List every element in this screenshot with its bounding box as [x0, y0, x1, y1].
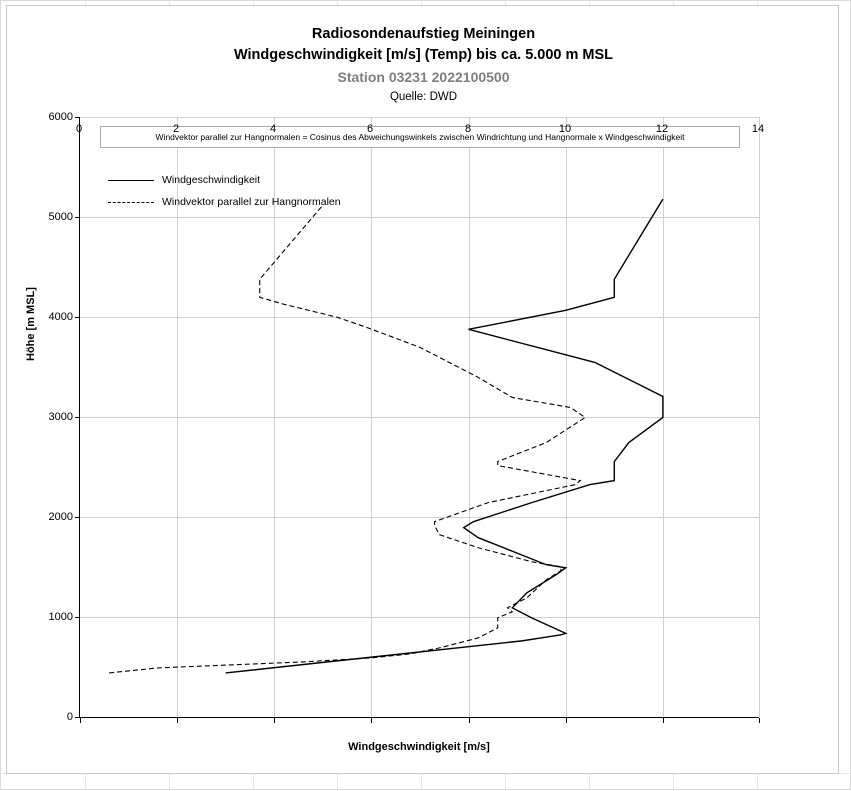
tick-x-10 — [566, 718, 567, 723]
legend-line-solid-icon — [108, 175, 154, 185]
legend-label-windgeschwindigkeit: Windgeschwindigkeit — [162, 174, 261, 186]
chart-title-line-1: Radiosondenaufstieg Meiningen — [311, 26, 536, 42]
chart-container — [6, 5, 839, 774]
annotation-text: Windvektor parallel zur Hangnormalen = Cosinus des Abweichungswinkels zwischen Windrichtung und Hangnormale x Windgeschwindigkeit — [155, 132, 685, 142]
plot-area — [79, 117, 759, 718]
xtick-label-12: 12 — [655, 123, 669, 135]
tick-x-14 — [759, 718, 760, 723]
chart-source: Quelle: DWD — [389, 91, 458, 103]
tick-x-6 — [371, 718, 372, 723]
xtick-label-2: 2 — [172, 123, 180, 135]
chart-subtitle-station: Station 03231 2022100500 — [337, 69, 510, 85]
chart-legend — [108, 169, 428, 213]
tick-x-2 — [177, 718, 178, 723]
legend-line-dashed-icon — [108, 197, 154, 207]
ytick-label-2000: 2000 — [48, 511, 73, 523]
tick-x-8 — [469, 718, 470, 723]
xtick-label-6: 6 — [366, 123, 374, 135]
ytick-label-4000: 4000 — [48, 311, 73, 323]
x-axis-title: Windgeschwindigkeit [m/s] — [348, 741, 490, 753]
series-windgeschwindigkeit — [226, 199, 663, 673]
legend-label-windvektor: Windvektor parallel zur Hangnormalen — [162, 196, 341, 208]
xtick-label-14: 14 — [751, 123, 765, 135]
ytick-label-3000: 3000 — [48, 411, 73, 423]
xtick-label-4: 4 — [269, 123, 277, 135]
plot-wrapper — [48, 111, 765, 723]
legend-item-windvektor — [108, 191, 428, 213]
ytick-label-5000: 5000 — [48, 211, 73, 223]
tick-x-4 — [274, 718, 275, 723]
chart-title-block — [7, 24, 840, 107]
ytick-label-1000: 1000 — [48, 611, 73, 623]
chart-title-line-2: Windgeschwindigkeit [m/s] (Temp) bis ca. 5.000 m MSL — [233, 47, 614, 63]
xtick-label-0: 0 — [75, 123, 83, 135]
ytick-label-0: 0 — [66, 711, 73, 723]
xtick-label-8: 8 — [464, 123, 472, 135]
ytick-label-6000: 6000 — [48, 111, 73, 123]
legend-item-windgeschwindigkeit — [108, 169, 428, 191]
tick-x-0 — [80, 718, 81, 723]
tick-x-12 — [663, 718, 664, 723]
y-axis-title: Höhe [m MSL] — [25, 287, 37, 361]
xtick-label-10: 10 — [558, 123, 572, 135]
series-windvektor-hangnormale — [109, 205, 585, 673]
